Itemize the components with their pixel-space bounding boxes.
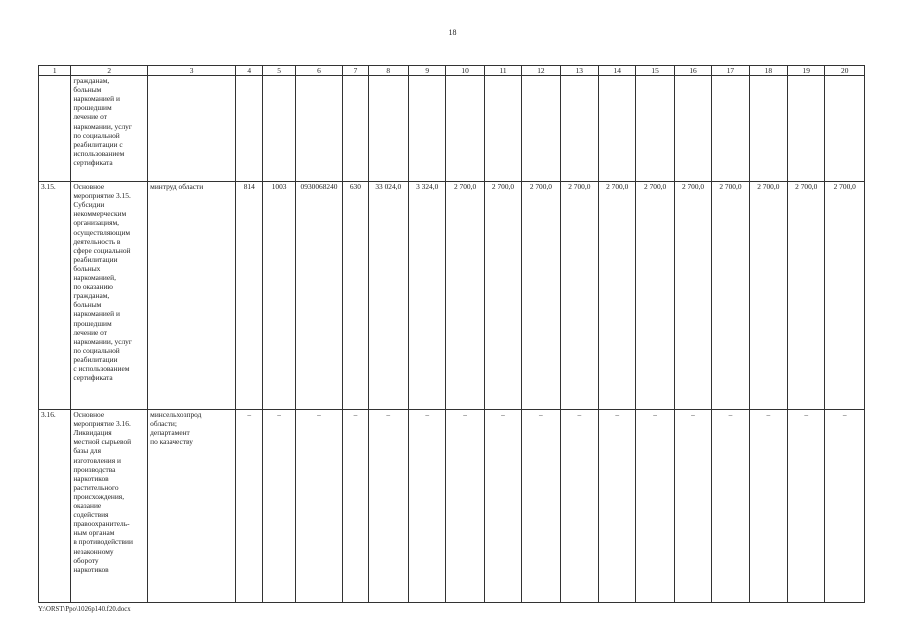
value-cell: – — [522, 410, 560, 603]
column-header: 5 — [263, 66, 295, 76]
value-cell — [343, 76, 368, 182]
activity-name: гражданам, больным наркоманией и прошедшим лечение от наркомании, услуг по социальной реабилитации с использованием сертификата — [71, 76, 148, 182]
column-header: 2 — [71, 66, 148, 76]
value-cell — [636, 76, 674, 182]
value-cell: 33 024,0 — [368, 182, 408, 410]
value-cell: – — [263, 410, 295, 603]
value-cell: – — [560, 410, 598, 603]
budget-table — [38, 65, 865, 603]
value-cell — [674, 76, 711, 182]
page-number: 18 — [448, 28, 457, 37]
value-cell — [263, 76, 295, 182]
value-cell: 2 700,0 — [636, 182, 674, 410]
value-cell: – — [343, 410, 368, 603]
column-header: 7 — [343, 66, 368, 76]
value-cell — [788, 76, 825, 182]
value-cell: – — [446, 410, 484, 603]
column-header: 15 — [636, 66, 674, 76]
value-cell — [522, 76, 560, 182]
column-header: 8 — [368, 66, 408, 76]
table-row-continuation — [39, 76, 865, 182]
column-header: 9 — [408, 66, 445, 76]
value-cell: – — [236, 410, 263, 603]
value-cell: 2 700,0 — [749, 182, 787, 410]
value-cell: 0930068240 — [295, 182, 343, 410]
column-header: 11 — [484, 66, 521, 76]
table-row-3-16 — [39, 410, 865, 603]
value-cell: – — [712, 410, 749, 603]
value-cell — [484, 76, 521, 182]
value-cell: 2 700,0 — [599, 182, 636, 410]
file-path-footer: Y:\ORST\Ppo\1026p140.f20.docx — [38, 606, 131, 613]
value-cell — [368, 76, 408, 182]
value-cell — [825, 76, 865, 182]
activity-name: Основное мероприятие 3.16. Ликвидация местной сырьевой базы для изготовления и производства наркотиков растительного происхождения, оказание содействия правоохранитель- ным органам в противодействии незаконному обороту наркотиков — [71, 410, 148, 603]
column-header: 18 — [749, 66, 787, 76]
column-header: 19 — [788, 66, 825, 76]
value-cell — [446, 76, 484, 182]
value-cell: – — [484, 410, 521, 603]
value-cell: 2 700,0 — [484, 182, 521, 410]
column-header: 16 — [674, 66, 711, 76]
column-header: 6 — [295, 66, 343, 76]
column-header: 17 — [712, 66, 749, 76]
column-header: 4 — [236, 66, 263, 76]
value-cell — [408, 76, 445, 182]
value-cell: 2 700,0 — [825, 182, 865, 410]
column-header: 12 — [522, 66, 560, 76]
value-cell: – — [674, 410, 711, 603]
value-cell — [295, 76, 343, 182]
value-cell: – — [749, 410, 787, 603]
value-cell: 630 — [343, 182, 368, 410]
value-cell — [599, 76, 636, 182]
value-cell: – — [825, 410, 865, 603]
value-cell — [712, 76, 749, 182]
column-header: 14 — [599, 66, 636, 76]
executor: минсельхозпрод области; департамент по казачеству — [148, 410, 236, 603]
value-cell: 2 700,0 — [712, 182, 749, 410]
column-header: 10 — [446, 66, 484, 76]
value-cell — [236, 76, 263, 182]
activity-name: Основное мероприятие 3.15. Субсидии некоммерческим организациям, осуществляющим деятельность в сфере социальной реабилитации больных наркоманией, по оказанию гражданам, больным наркоманией и прошедшим лечение от наркомании, услуг по социальной реабилитации с использованием сертификата — [71, 182, 148, 410]
value-cell: 3 324,0 — [408, 182, 445, 410]
value-cell: 1003 — [263, 182, 295, 410]
row-number: 3.16. — [39, 410, 71, 603]
value-cell — [560, 76, 598, 182]
executor — [148, 76, 236, 182]
row-number: 3.15. — [39, 182, 71, 410]
column-header: 20 — [825, 66, 865, 76]
value-cell: 2 700,0 — [522, 182, 560, 410]
executor: минтруд области — [148, 182, 236, 410]
value-cell: – — [368, 410, 408, 603]
value-cell: – — [295, 410, 343, 603]
column-header: 1 — [39, 66, 71, 76]
column-number-row — [39, 66, 865, 76]
value-cell: – — [599, 410, 636, 603]
value-cell: 814 — [236, 182, 263, 410]
value-cell: 2 700,0 — [674, 182, 711, 410]
value-cell: – — [788, 410, 825, 603]
value-cell: – — [408, 410, 445, 603]
row-number — [39, 76, 71, 182]
value-cell — [749, 76, 787, 182]
value-cell: 2 700,0 — [788, 182, 825, 410]
value-cell: – — [636, 410, 674, 603]
column-header: 13 — [560, 66, 598, 76]
column-header: 3 — [148, 66, 236, 76]
value-cell: 2 700,0 — [446, 182, 484, 410]
value-cell: 2 700,0 — [560, 182, 598, 410]
table-row-3-15 — [39, 182, 865, 410]
